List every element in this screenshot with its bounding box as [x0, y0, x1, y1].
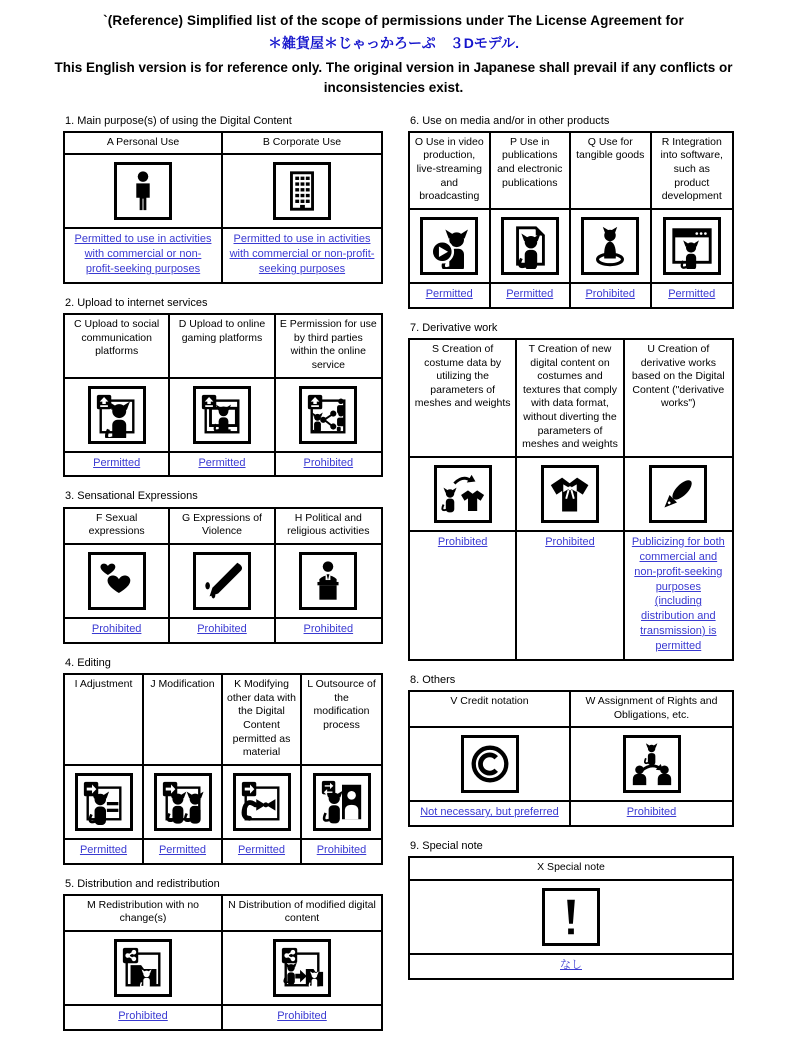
icon-cell [170, 379, 275, 453]
status-text: Prohibited [303, 456, 354, 469]
icon-cell [571, 210, 652, 284]
status-cell [410, 532, 517, 659]
icon-cell [65, 545, 170, 619]
left-column [63, 115, 383, 1044]
status-cell [276, 453, 381, 476]
column-header: N Distribution of modified digital content [223, 896, 381, 932]
icon-cell [223, 932, 381, 1006]
section-9 [408, 840, 734, 980]
document-header [0, 0, 787, 99]
publication-cat-icon [501, 217, 559, 275]
column-header: F Sexual expressions [65, 509, 170, 545]
section-title: 5. Distribution and redistribution [65, 877, 220, 890]
document-title: `(Reference) Simplified list of the scope of permissions under The License Agreement for [103, 13, 684, 28]
status-text: Prohibited [118, 1010, 168, 1023]
status-text: Not necessary, but preferred [420, 806, 559, 819]
icon-cell [517, 458, 624, 532]
icon-cell [65, 379, 170, 453]
upload-gaming-cat-icon [193, 386, 251, 444]
section-3 [63, 490, 383, 643]
section-title: 6. Use on media and/or in other products [410, 114, 610, 127]
status-text: Prohibited [585, 287, 636, 300]
upload-third-party-icon [299, 386, 357, 444]
status-text: Permitted [237, 843, 286, 856]
status-cell [65, 619, 170, 642]
section-title: 7. Derivative work [410, 321, 498, 334]
icon-cell [410, 881, 732, 955]
status-cell [302, 840, 381, 863]
status-text: Permitted [79, 843, 128, 856]
status-text: Permitted [93, 456, 141, 469]
icon-cell [625, 458, 732, 532]
icon-cell [410, 458, 517, 532]
icon-cell [65, 932, 223, 1006]
costume-data-icon [434, 465, 492, 523]
document-body [63, 115, 787, 1044]
column-header: T Creation of new digital content on costumes and textures that comply with data format, without diverting the parameters of meshes and weights [517, 340, 624, 458]
column-header: V Credit notation [410, 692, 571, 728]
copyright-icon [461, 735, 519, 793]
status-cell [652, 284, 733, 307]
person-icon [114, 162, 172, 220]
permission-table [63, 131, 383, 284]
status-cell [625, 532, 732, 659]
icon-cell [302, 766, 381, 840]
icon-cell [652, 210, 733, 284]
status-text: Permitted [158, 843, 207, 856]
column-header: U Creation of derivative works based on the Digital Content ("derivative works") [625, 340, 732, 458]
status-cell [410, 802, 571, 825]
right-column [408, 115, 734, 993]
permission-table [63, 313, 383, 477]
costume-creation-icon [541, 465, 599, 523]
permission-table [408, 856, 734, 979]
section-4 [63, 657, 383, 865]
column-header: O Use in video production, live-streaming and broadcasting [410, 133, 491, 210]
icon-cell [276, 545, 381, 619]
icon-cell [144, 766, 223, 840]
status-cell [170, 619, 275, 642]
status-text: Publicizing for both commercial and non-profit-seeking purposes (including distribution and transmission) is permitted [631, 536, 725, 652]
rights-transfer-icon [623, 735, 681, 793]
column-header: K Modifying other data with the Digital Content permitted as material [223, 675, 302, 766]
section-title: 3. Sensational Expressions [65, 490, 198, 503]
status-text: Prohibited [277, 1010, 327, 1023]
section-title: 1. Main purpose(s) of using the Digital Content [65, 114, 292, 127]
column-header: M Redistribution with no change(s) [65, 896, 223, 932]
product-name: ＊雑貨屋＊じゃっかろーぷ ３Dモデル. [267, 35, 520, 51]
column-header: G Expressions of Violence [170, 509, 275, 545]
column-header: E Permission for use by third parties within the online service [276, 315, 381, 379]
status-text: Prohibited [91, 622, 142, 635]
status-text: Prohibited [437, 536, 488, 549]
column-header: J Modification [144, 675, 223, 766]
column-header: B Corporate Use [223, 133, 381, 156]
status-cell [223, 1006, 381, 1029]
section-7 [408, 322, 734, 661]
permission-table [63, 507, 383, 644]
software-window-cat-icon [663, 217, 721, 275]
status-text: Permitted [668, 287, 716, 300]
section-title: 4. Editing [65, 656, 111, 669]
permission-table [63, 894, 383, 1031]
pen-icon [649, 465, 707, 523]
status-cell [410, 284, 491, 307]
hearts-icon [88, 552, 146, 610]
permission-table [408, 690, 734, 827]
figurine-cat-icon [581, 217, 639, 275]
section-6 [408, 115, 734, 309]
redistribution-folder-icon [114, 939, 172, 997]
section-title: 2. Upload to internet services [65, 296, 208, 309]
column-header: X Special note [410, 858, 732, 881]
status-cell [65, 1006, 223, 1029]
icon-cell [410, 210, 491, 284]
section-title: 9. Special note [410, 840, 483, 853]
knife-icon [193, 552, 251, 610]
status-cell [276, 619, 381, 642]
column-header: S Creation of costume data by utilizing the parameters of meshes and weights [410, 340, 517, 458]
status-cell [170, 453, 275, 476]
status-text: Prohibited [545, 536, 595, 549]
modification-cats-icon [154, 773, 212, 831]
icon-cell [276, 379, 381, 453]
status-cell [410, 955, 732, 978]
icon-cell [223, 155, 381, 229]
status-cell [65, 453, 170, 476]
column-header: C Upload to social communication platforms [65, 315, 170, 379]
column-header: H Political and religious activities [276, 509, 381, 545]
modified-distribution-icon [273, 939, 331, 997]
outsource-icon [313, 773, 371, 831]
permission-table [63, 673, 383, 865]
disclaimer-text: This English version is for reference only. The original version in Japanese shall prevail if any conflicts or inconsistencies exist. [54, 60, 733, 96]
status-cell [223, 840, 302, 863]
section-8 [408, 674, 734, 827]
exclamation-icon [542, 888, 600, 946]
status-text: Permitted to use in activities with commercial or non-profit-seeking purposes [74, 233, 212, 276]
status-cell [571, 284, 652, 307]
status-text: Prohibited [626, 806, 677, 819]
status-text: Permitted [198, 456, 246, 469]
permission-table [408, 131, 734, 309]
icon-cell [65, 155, 223, 229]
status-text: Permitted [425, 287, 473, 300]
column-header: R Integration into software, such as product development [652, 133, 733, 210]
material-modify-icon [233, 773, 291, 831]
column-header: D Upload to online gaming platforms [170, 315, 275, 379]
status-cell [517, 532, 624, 659]
adjustment-cat-icon [75, 773, 133, 831]
building-icon [273, 162, 331, 220]
status-text: Permitted [506, 287, 554, 300]
icon-cell [491, 210, 572, 284]
column-header: W Assignment of Rights and Obligations, etc. [571, 692, 732, 728]
status-text: Prohibited [303, 622, 354, 635]
status-text: Prohibited [316, 843, 367, 856]
video-play-cat-icon [420, 217, 478, 275]
podium-speaker-icon [299, 552, 357, 610]
column-header: Q Use for tangible goods [571, 133, 652, 210]
status-cell [65, 840, 144, 863]
status-cell [491, 284, 572, 307]
icon-cell [223, 766, 302, 840]
section-1 [63, 115, 383, 284]
section-title: 8. Others [410, 673, 456, 686]
permission-table [408, 338, 734, 661]
status-cell [65, 229, 223, 282]
status-cell [571, 802, 732, 825]
status-cell [223, 229, 381, 282]
status-text: Prohibited [197, 622, 247, 635]
status-cell [144, 840, 223, 863]
section-5 [63, 878, 383, 1031]
icon-cell [571, 728, 732, 802]
section-2 [63, 297, 383, 478]
column-header: I Adjustment [65, 675, 144, 766]
status-text: Permitted to use in activities with commercial or non-profit-seeking purposes [229, 233, 375, 276]
upload-social-cat-icon [88, 386, 146, 444]
icon-cell [410, 728, 571, 802]
column-header: A Personal Use [65, 133, 223, 156]
status-text: なし [560, 958, 582, 971]
icon-cell [65, 766, 144, 840]
icon-cell [170, 545, 275, 619]
column-header: L Outsource of the modification process [302, 675, 381, 766]
column-header: P Use in publications and electronic publications [491, 133, 572, 210]
